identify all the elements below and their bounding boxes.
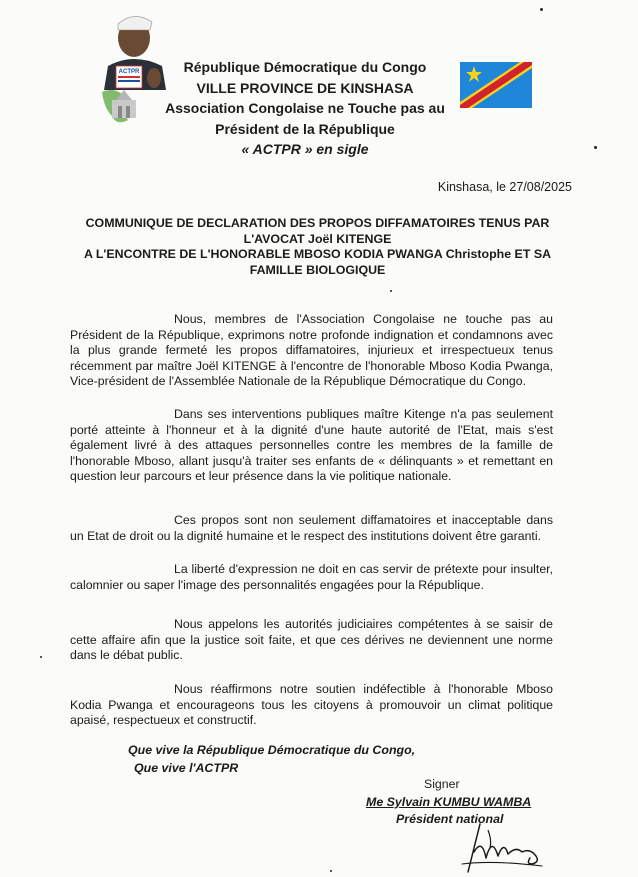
province-name: VILLE PROVINCE DE KINSHASA: [196, 79, 414, 96]
paragraph-6: Nous réaffirmons notre soutien indéfectible à l'honorable Mboso Kodia Pwanga et encourageons tous les citoyens à promouvoir un climat politique apaisé, respectueux et constructif.: [70, 682, 553, 728]
title-line-2: L'AVOCAT Joël KITENGE: [243, 231, 392, 246]
closing-line-1: Que vive la République Démocratique du Congo,: [128, 743, 416, 757]
title-line-1: COMMUNIQUE DE DECLARATION DES PROPOS DIFFAMATOIRES TENUS PAR: [85, 216, 550, 230]
letterhead: [150, 57, 460, 160]
signatory-title: Président national: [396, 812, 504, 826]
scan-speck: [540, 8, 543, 11]
title-line-3: A L'ENCONTRE DE L'HONORABLE MBOSO KODIA PWANGA Christophe ET SA: [83, 247, 552, 261]
association-name-line1: Association Congolaise ne Touche pas au: [165, 100, 445, 116]
communique-title: [70, 216, 565, 278]
scan-speck: [390, 290, 392, 292]
paragraph-2: Dans ses interventions publiques maître Kitenge n'a pas seulement porté atteinte à l'honneur et à la dignité d'une haute autorité de l'Etat, mais s'est également livré à des attaques personnelles contre les membres de la famille de l'honorable Mboso, allant jusqu'à traiter ses enfants de « délinquants » et remettant en question leur parcours et leur présence dans la vie politique nationale.: [70, 407, 553, 484]
paragraph-5: Nous appelons les autorités judiciaires compétentes à se saisir de cette affaire afin que la justice soit faite, et que ces dérives ne deviennent une norme dans le débat public.: [70, 617, 553, 663]
association-acronym: « ACTPR » en sigle: [241, 141, 369, 157]
scan-speck: [330, 870, 332, 872]
signature-label: Signer: [424, 777, 460, 791]
association-name-line2: Président de la République: [215, 120, 395, 137]
scan-speck: [594, 146, 597, 149]
closing-line-2: Que vive l'ACTPR: [134, 761, 239, 775]
signatory-name: Me Sylvain KUMBU WAMBA: [366, 795, 532, 809]
paragraph-3: Ces propos sont non seulement diffamatoires et inacceptable dans un Etat de droit ou la dignité humaine et le respect des institutions doivent être garanti.: [70, 513, 553, 543]
title-line-4: FAMILLE BIOLOGIQUE: [249, 262, 386, 277]
closing-salutation: [128, 741, 468, 777]
paragraph-4: La liberté d'expression ne doit en cas servir de prétexte pour insulter, calomnier ou saper l'image des personnalités engagées pour la République.: [70, 562, 553, 592]
handwritten-signature: [452, 818, 552, 874]
logo-text: ACTPR: [118, 69, 140, 75]
scan-speck: [40, 656, 42, 658]
dateline: Kinshasa, le 27/08/2025: [437, 180, 572, 194]
paragraph-1: Nous, membres de l'Association Congolaise ne touche pas au Président de la République, exprimons notre profonde indignation et condamnons avec la plus grande fermeté les propos diffamatoires, injurieux et irrespectueux tenus récemment par maître Joël KITENGE à l'encontre de l'honorable Mboso Kodia Pwanga, Vice-président de l'Assemblée Nationale de la République Démocratique du Congo.: [70, 312, 553, 389]
drc-flag-icon: [460, 62, 532, 108]
country-name: République Démocratique du Congo: [183, 59, 427, 75]
